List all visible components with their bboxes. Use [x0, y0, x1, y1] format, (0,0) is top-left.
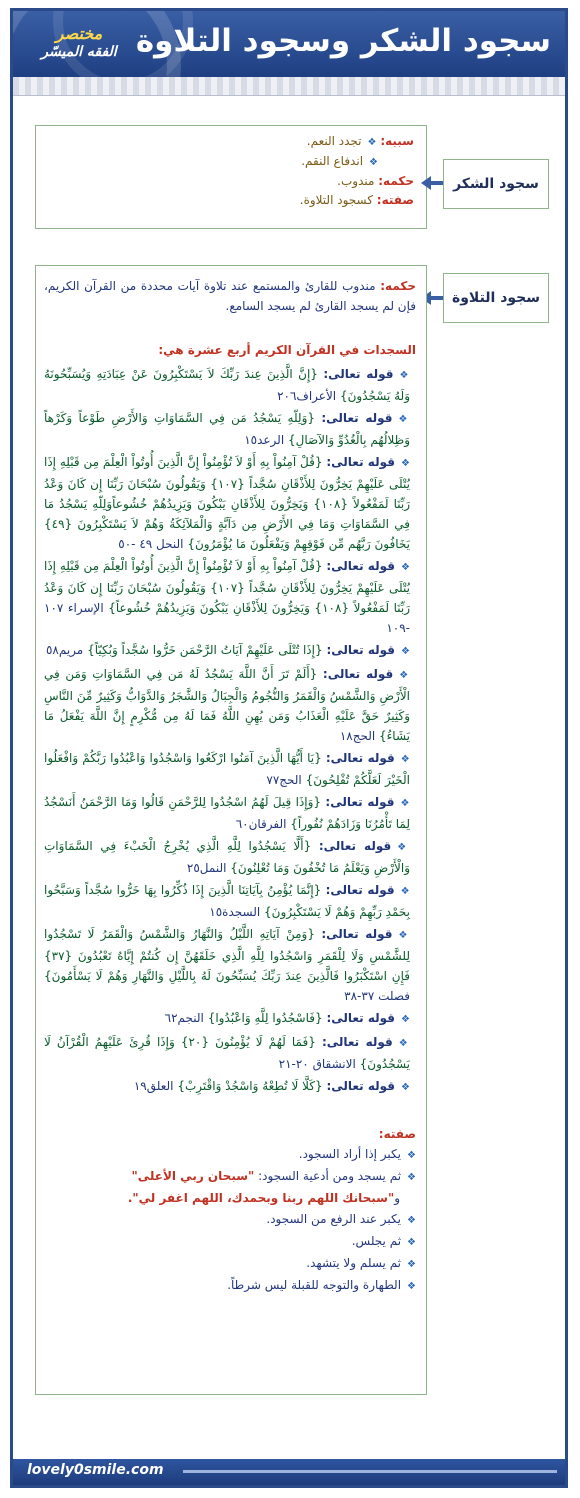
- verse-ref: فصلت ٣٧-٣٨: [344, 989, 410, 1003]
- verse-intro: قوله تعالى:: [325, 883, 395, 897]
- verse-intro: قوله تعالى:: [321, 927, 393, 941]
- ruling-value: مندوب.: [337, 174, 375, 188]
- bullet-icon: ❖: [407, 1259, 416, 1270]
- verse-text: {أَلَّا يَسْجُدُوا لِلَّهِ الَّذِي يُخْرِجُ الْخَبْءَ فِي السَّمَاوَاتِ وَالْأَرْضِ وَيَعْلَمُ مَا تُخْفُونَ وَمَا تُعْلِنُونَ}: [44, 839, 410, 875]
- verse-ref: العلق١٩: [133, 1079, 174, 1093]
- bullet-icon: ❖: [369, 157, 378, 168]
- verse-intro: قوله تعالى:: [322, 667, 394, 681]
- verse-ref: مريم٥٨: [45, 643, 84, 657]
- bullet-icon: ❖: [400, 458, 410, 469]
- verse-ref: الأعراف٢٠٦: [277, 389, 337, 403]
- verse-intro: قوله تعالى:: [326, 1079, 396, 1093]
- bullet-icon: ❖: [400, 798, 411, 809]
- verses-heading: السجدات في القرآن الكريم أربع عشرة هي:: [158, 343, 416, 357]
- bullet-icon: ❖: [397, 842, 410, 853]
- verse-item: [44, 836, 416, 878]
- verse-item: [44, 1008, 416, 1030]
- arrow-left-icon: [429, 296, 443, 300]
- verse-item: [44, 364, 416, 406]
- brand-line2: الفقه الميسّر: [41, 44, 117, 60]
- ruling-key: حكمه:: [378, 174, 414, 188]
- verse-intro: قوله تعالى:: [326, 559, 395, 573]
- reason-2: اندفاع النقم.: [301, 154, 364, 168]
- verse-ref: الإسراء ١٠٧ -١٠٩: [44, 601, 410, 635]
- verse-ref: الانشقاق ٢٠-٢١: [278, 1057, 356, 1071]
- verse-intro: قوله تعالى:: [318, 839, 392, 853]
- verse-ref: الحج١٨: [339, 729, 376, 743]
- method-text: و: [394, 1191, 400, 1205]
- method-item: [44, 1209, 416, 1231]
- verse-item: [44, 1076, 416, 1098]
- method-item: [44, 1144, 416, 1166]
- verse-intro: قوله تعالى:: [321, 1035, 393, 1049]
- verse-item: [44, 408, 416, 450]
- verse-text: {وَمِنْ آيَاتِهِ اللَّيْلُ وَالنَّهَارُ وَالشَّمْسُ وَالْقَمَرُ لَا تَسْجُدُوا لِلشَّمْسِ وَلَا لِلْقَمَرِ وَاسْجُدُوا لِلَّهِ الَّذِي خَلَقَهُنَّ إِن كُنتُمْ إِيَّاهُ تَعْبُدُونَ {٣٧} فَإِنِ اسْتَكْبَرُوا فَالَّذِينَ عِندَ رَبِّكَ يُسَبِّحُونَ لَهُ بِاللَّيْلِ وَالنَّهَارِ وَهُمْ لَا يَسْأَمُونَ}: [44, 927, 410, 983]
- label-shukr: سجود الشكر: [443, 159, 549, 209]
- shukr-box: [35, 125, 427, 229]
- ornament-band: [13, 77, 565, 96]
- tilawa-box: [35, 265, 427, 1395]
- method-text: ثم يسلم ولا يتشهد.: [306, 1256, 402, 1270]
- verse-text: {وَلِلّهِ يَسْجُدُ مَن فِي السَّمَاوَاتِ وَالأَرْضِ طَوْعاً وَكَرْهاً وَظِلالُهُم بِالْغُدُوِّ وَالآصَالِ}: [44, 411, 410, 447]
- description-value: كسجود التلاوة.: [299, 193, 373, 207]
- verse-text: {يَا أَيُّهَا الَّذِينَ آمَنُوا ارْكَعُوا وَاسْجُدُوا وَاعْبُدُوا رَبَّكُمْ وَافْعَلُوا الْخَيْرَ لَعَلَّكُمْ تُفْلِحُونَ}: [44, 751, 410, 787]
- verse-text: {قُلْ آمِنُواْ بِهِ أَوْ لاَ تُؤْمِنُواْ إِنَّ الَّذِينَ أُوتُواْ الْعِلْمَ مِن قَبْلِهِ إِذَا يُتْلَى عَلَيْهِمْ يَخِرُّونَ لِلأَذْقَانِ سُجَّداً {١٠٧} وَيَقُولُونَ سُبْحَانَ رَبِّنَا إِن كَانَ وَعْدُ رَبِّنَا لَمَفْعُولاً {١٠٨} وَيَخِرُّونَ لِلأَذْقَانِ يَبْكُونَ وَيَزِيدُهُمْ خُشُوعاًوَلِلّهِ يَسْجُدُ مَا فِي السَّمَاوَاتِ وَمَا فِي الأَرْضِ مِن دَآبَّةٍ وَالْمَلآئِكَةُ وَهُمْ لاَ يَسْتَكْبِرُونَ {٤٩} يَخَافُونَ رَبَّهُم مِّن فَوْقِهِمْ وَيَفْعَلُونَ مَا يُؤْمَرُونَ}: [44, 455, 411, 551]
- verse-intro: قوله تعالى:: [325, 795, 395, 809]
- description-key: صفته:: [376, 193, 414, 207]
- verse-ref: الفرقان٦٠: [235, 817, 287, 831]
- method-text: "سبحانك اللهم ربنا وبحمدك، اللهم اغفر لي".: [127, 1191, 395, 1205]
- brand-logo: [29, 25, 129, 61]
- bullet-icon: ❖: [401, 1082, 410, 1093]
- bullet-icon: ❖: [407, 1215, 416, 1226]
- verse-item: [44, 792, 416, 834]
- verse-ref: النجم٦٢: [164, 1011, 204, 1025]
- verse-ref: السجدة١٥: [209, 905, 261, 919]
- verse-item: [44, 924, 416, 1006]
- method-text: ثم يسجد ومن أدعية السجود:: [254, 1169, 402, 1183]
- bullet-icon: ❖: [400, 754, 410, 765]
- method-item: [44, 1253, 416, 1275]
- method-list: [44, 1144, 416, 1297]
- method-key: صفته:: [378, 1127, 416, 1141]
- page-frame: [10, 8, 568, 1488]
- method-item: [44, 1231, 416, 1253]
- verse-intro: قوله تعالى:: [326, 1011, 396, 1025]
- method-text: الطهارة والتوجه للقبلة ليس شرطاً.: [227, 1278, 402, 1292]
- verse-text: {فَاسْجُدُوا لِلَّهِ وَاعْبُدُوا}: [207, 1011, 323, 1025]
- verse-text: {كَلَّا لَا تُطِعْهُ وَاسْجُدْ وَاقْتَرِبْ}: [177, 1079, 323, 1093]
- footer-stripe: [183, 1470, 557, 1473]
- verse-item: [44, 556, 416, 638]
- reason-1: تجدد النعم.: [306, 134, 362, 148]
- verse-intro: قوله تعالى:: [326, 643, 396, 657]
- verse-intro: قوله تعالى:: [325, 751, 395, 765]
- bullet-icon: ❖: [399, 670, 410, 681]
- label-tilawa: سجود التلاوة: [443, 273, 549, 323]
- method-text: "سبحان ربي الأعلى": [131, 1169, 255, 1183]
- method-item: [44, 1275, 416, 1297]
- page-title: سجود الشكر وسجود التلاوة: [135, 23, 551, 59]
- verse-ref: الحج٧٧: [266, 773, 302, 787]
- verse-item: [44, 748, 416, 790]
- bullet-icon: ❖: [367, 137, 377, 148]
- verse-text: {إِذَا تُتْلَى عَلَيْهِمْ آيَاتُ الرَّحْمَن خَرُّوا سُجَّداً وَبُكِيّاً}: [87, 643, 323, 657]
- bullet-icon: ❖: [398, 930, 411, 941]
- verse-intro: قوله تعالى:: [326, 455, 395, 469]
- tilawa-ruling-key: حكمه:: [380, 279, 416, 293]
- bullet-icon: ❖: [400, 562, 410, 573]
- site-link[interactable]: lovely0smile.com: [27, 1462, 164, 1478]
- verse-list: [44, 364, 416, 1098]
- arrow-left-icon: [429, 181, 443, 185]
- header-banner: [13, 11, 565, 77]
- method-item: [44, 1166, 416, 1188]
- bullet-icon: ❖: [401, 646, 410, 657]
- bullet-icon: ❖: [407, 1172, 416, 1183]
- bullet-icon: ❖: [398, 1038, 410, 1049]
- verse-text: {أَلَمْ تَرَ أَنَّ اللَّهَ يَسْجُدُ لَهُ مَن فِي السَّمَاوَاتِ وَمَن فِي الْأَرْضِ وَالشَّمْسُ وَالْقَمَرُ وَالنُّجُومُ وَالْجِبَالُ وَالشَّجَرُ وَالدَّوَابُّ وَكَثِيرٌ مِّنَ النَّاسِ وَكَثِيرٌ حَقَّ عَلَيْهِ الْعَذَابُ وَمَن يُهِنِ اللَّهُ فَمَا لَهُ مِن مُّكْرِمٍ إِنَّ اللَّهَ يَفْعَلُ مَا يَشَاءُ}: [44, 667, 410, 743]
- verse-text: {قُلْ آمِنُواْ بِهِ أَوْ لاَ تُؤْمِنُواْ إِنَّ الَّذِينَ أُوتُواْ الْعِلْمَ مِن قَبْلِهِ إِذَا يُتْلَى عَلَيْهِمْ يَخِرُّونَ لِلأَذْقَانِ سُجَّداً {١٠٧} وَيَقُولُونَ سُبْحَانَ رَبِّنَا إِن كَانَ وَعْدُ رَبِّنَا لَمَفْعُولاً {١٠٨} وَيَخِرُّونَ لِلأَذْقَانِ يَبْكُونَ وَيَزِيدُهُمْ خُشُوعاً}: [44, 559, 410, 615]
- brand-line1: مختصر: [55, 24, 103, 43]
- method-item: [44, 1188, 416, 1209]
- verse-intro: قوله تعالى:: [321, 411, 393, 425]
- method-text: يكبر عند الرفع من السجود.: [266, 1212, 402, 1226]
- reason-key: سببه:: [380, 134, 414, 148]
- bullet-icon: ❖: [407, 1281, 416, 1292]
- verse-text: {إِنَّ الَّذِينَ عِندَ رَبِّكَ لاَ يَسْتَكْبِرُونَ عَنْ عِبَادَتِهِ وَيُسَبِّحُونَهُ وَلَهُ يَسْجُدُونَ}: [44, 367, 410, 403]
- bullet-icon: ❖: [398, 414, 410, 425]
- verse-ref: الرعد١٥: [244, 433, 285, 447]
- verse-item: [44, 452, 416, 554]
- method-text: يكبر إذا أراد السجود.: [298, 1147, 402, 1161]
- verse-item: [44, 640, 416, 662]
- footer-bar: [13, 1459, 565, 1485]
- bullet-icon: ❖: [399, 370, 410, 381]
- bullet-icon: ❖: [400, 886, 410, 897]
- bullet-icon: ❖: [407, 1150, 416, 1161]
- verse-intro: قوله تعالى:: [323, 367, 394, 381]
- bullet-icon: ❖: [401, 1014, 410, 1025]
- verse-ref: النمل٢٥: [186, 861, 227, 875]
- verse-text: {فَمَا لَهُمْ لَا يُؤْمِنُونَ {٢٠} وَإِذَا قُرِئَ عَلَيْهِمُ الْقُرْآنُ لَا يَسْجُدُونَ}: [44, 1035, 410, 1071]
- tilawa-ruling-text: مندوب للقارئ والمستمع عند تلاوة آيات محددة من القرآن الكريم، فإن لم يسجد القارئ لم يسجد السامع.: [44, 279, 416, 313]
- method-text: ثم يجلس.: [351, 1234, 402, 1248]
- verse-ref: النحل ٤٩ -٥٠: [118, 537, 184, 551]
- verse-text: {وَإِذَا قِيلَ لَهُمُ اسْجُدُوا لِلرَّحْمَنِ قَالُوا وَمَا الرَّحْمَنُ أَنَسْجُدُ لِمَا تَأْمُرُنَا وَزَادَهُمْ نُفُوراً}: [44, 795, 410, 831]
- verse-item: [44, 664, 416, 746]
- verse-item: [44, 1032, 416, 1074]
- bullet-icon: ❖: [407, 1237, 416, 1248]
- verse-item: [44, 880, 416, 922]
- verse-text: {إِنَّمَا يُؤْمِنُ بِآيَاتِنَا الَّذِينَ إِذَا ذُكِّرُوا بِهَا خَرُّوا سُجَّداً وَسَبَّحُوا بِحَمْدِ رَبِّهِمْ وَهُمْ لَا يَسْتَكْبِرُونَ}: [44, 883, 410, 919]
